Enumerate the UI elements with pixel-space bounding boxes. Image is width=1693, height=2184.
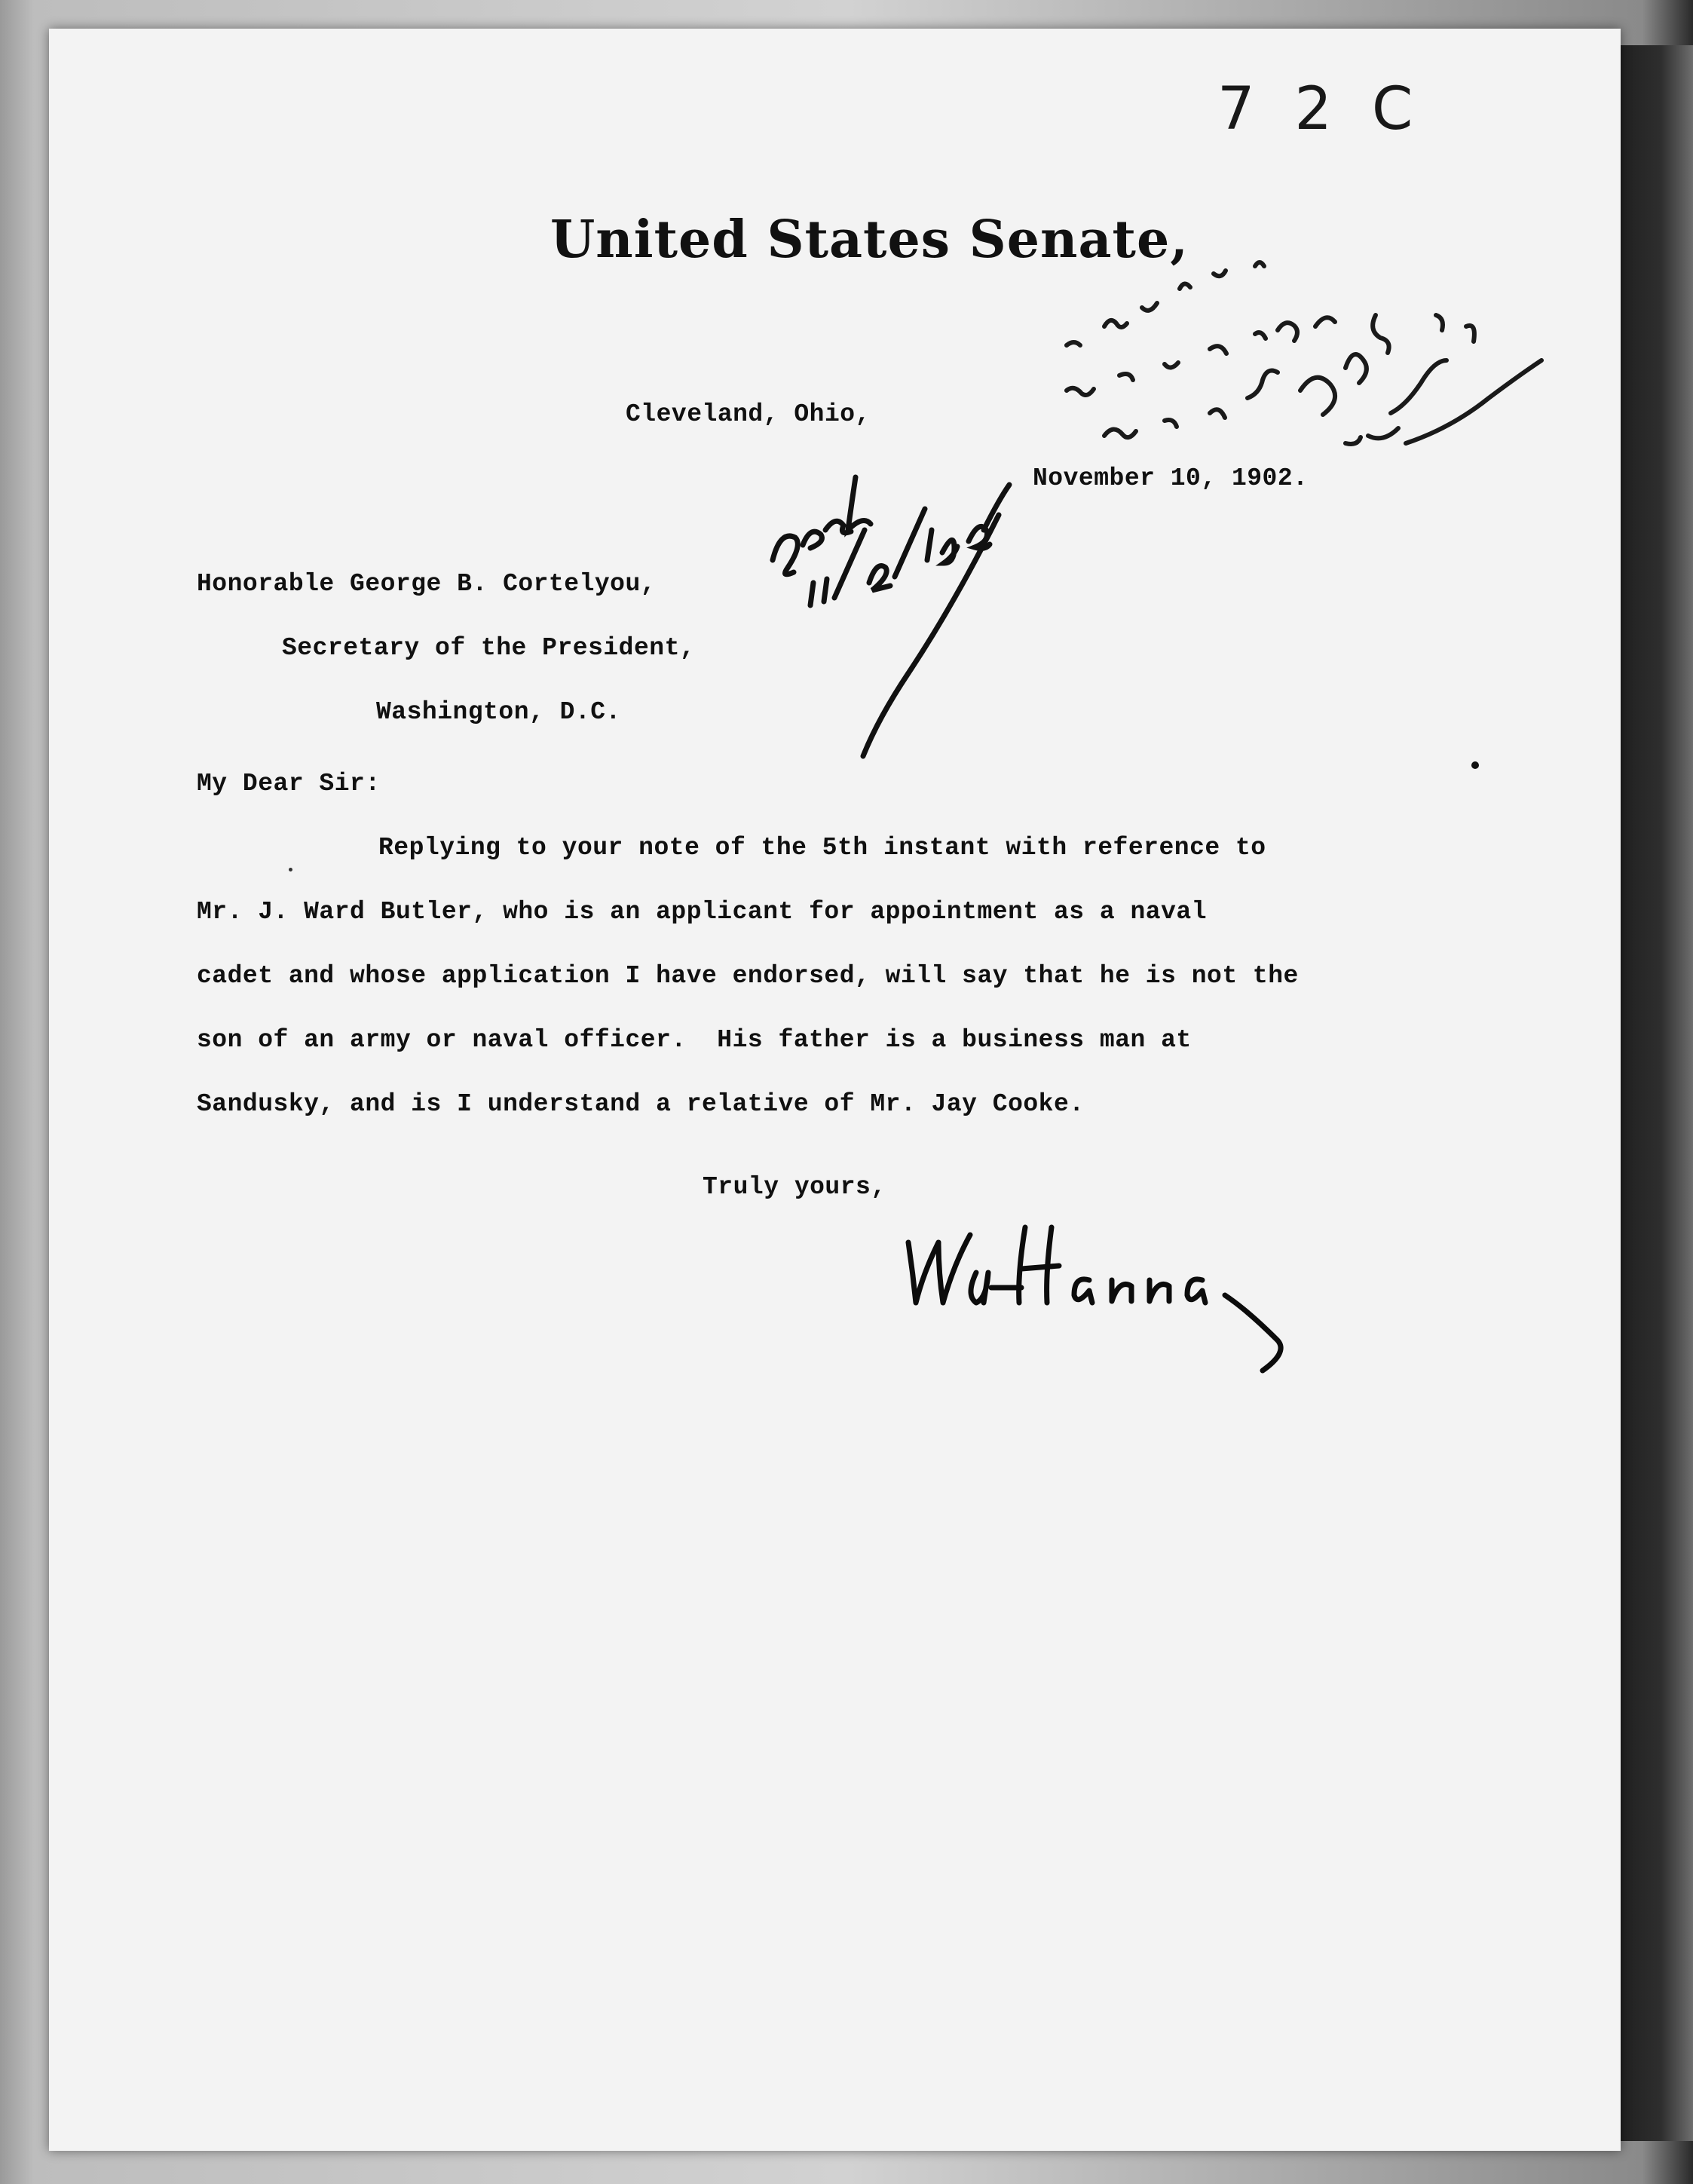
film-speck <box>1471 761 1479 769</box>
recipient-name: Honorable George B. Cortelyou, <box>197 570 657 598</box>
received-annotation <box>758 447 1029 764</box>
date-line: November 10, 1902. <box>1033 464 1309 492</box>
shorthand-notes <box>1014 195 1587 511</box>
body-line: cadet and whose application I have endorsed, will say that he is not the <box>197 962 1299 990</box>
film-speck <box>289 868 292 871</box>
body-line: son of an army or naval officer. His father is a business man at <box>197 1026 1192 1054</box>
letterhead: United States Senate, <box>550 210 1189 270</box>
salutation: My Dear Sir: <box>197 770 381 798</box>
page-shadow <box>1613 45 1693 2141</box>
place-line: Cleveland, Ohio, <box>626 400 871 428</box>
body-line: Sandusky, and is I understand a relative of Mr. Jay Cooke. <box>197 1090 1085 1118</box>
body-line: Replying to your note of the 5th instant with reference to <box>378 834 1266 862</box>
closing: Truly yours, <box>703 1173 886 1201</box>
signature <box>893 1197 1421 1386</box>
body-line: Mr. J. Ward Butler, who is an applicant for appointment as a naval <box>197 898 1208 926</box>
reference-number: 7 2 C <box>1217 75 1424 143</box>
recipient-city: Washington, D.C. <box>376 698 621 726</box>
letter-page <box>49 29 1621 2151</box>
recipient-title: Secretary of the President, <box>282 634 696 662</box>
